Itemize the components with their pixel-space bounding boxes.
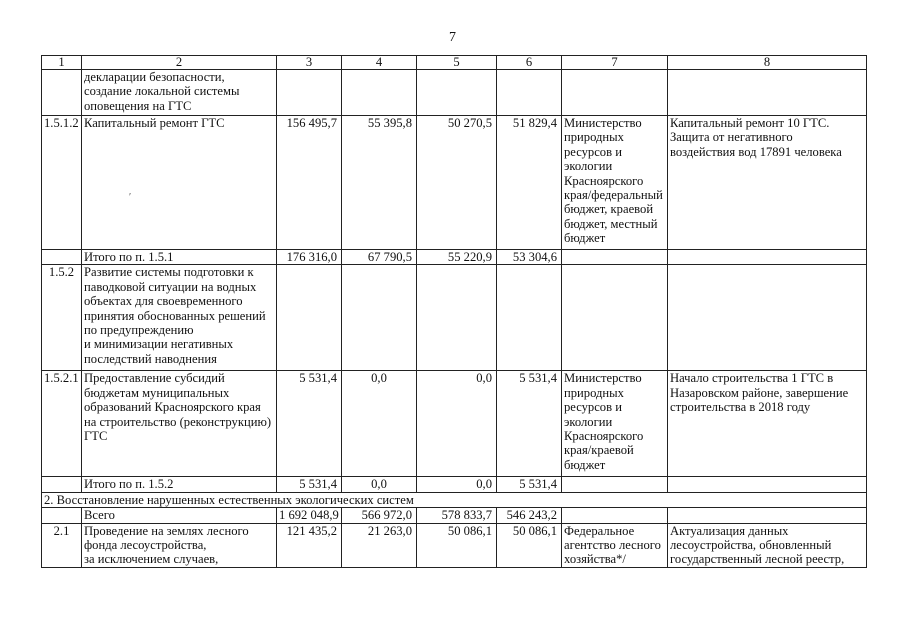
- amount-2019: 53 304,6: [497, 250, 562, 265]
- item-number: 1.5.1.2: [42, 116, 82, 250]
- amount-2019: 5 531,4: [497, 371, 562, 477]
- amount-2017: 55 395,8: [342, 116, 417, 250]
- amount-total: 5 531,4: [277, 371, 342, 477]
- amount-total: 176 316,0: [277, 250, 342, 265]
- result-cell: Актуализация данных лесоустройства, обновленный государственный лесной реестр,: [668, 523, 867, 567]
- amount-2019: 51 829,4: [497, 116, 562, 250]
- header-cell: 1: [42, 56, 82, 70]
- amount-total: 156 495,7: [277, 116, 342, 250]
- section-row: [42, 492, 867, 507]
- amount-2018: 55 220,9: [417, 250, 497, 265]
- description-cell: Проведение на землях лесного фонда лесоустройства, за исключением случаев,: [82, 523, 277, 567]
- executor-cell: Министерство природных ресурсов и экологии Красноярского края/краевой бюджет: [562, 371, 668, 477]
- header-cell: 2: [82, 56, 277, 70]
- amount-total: 5 531,4: [277, 477, 342, 492]
- amount-2019: 50 086,1: [497, 523, 562, 567]
- amount-2018: 50 270,5: [417, 116, 497, 250]
- description-cell: Капитальный ремонт ГТС: [82, 116, 277, 250]
- amount-2018: 0,0: [417, 371, 497, 477]
- table-row: [42, 116, 867, 250]
- table-row: [42, 265, 867, 371]
- description-cell: декларации безопасности, создание локальной системы оповещения на ГТС: [82, 70, 277, 116]
- amount-2018: 0,0: [417, 477, 497, 492]
- description-cell: Развитие системы подготовки к паводковой ситуации на водных объектах для своевременного принятия обоснованных решений по предупреждению и минимизации негативных последствий наводнения: [82, 265, 277, 371]
- description-cell: Итого по п. 1.5.2: [82, 477, 277, 492]
- subtotal-row: [42, 250, 867, 265]
- amount-2017: 0,0: [342, 371, 417, 477]
- description-cell: Всего: [82, 508, 277, 523]
- amount-2018: 50 086,1: [417, 523, 497, 567]
- amount-2018: 578 833,7: [417, 508, 497, 523]
- total-row: [42, 508, 867, 523]
- header-cell: 6: [497, 56, 562, 70]
- amount-2017: 566 972,0: [342, 508, 417, 523]
- section-title: 2. Восстановление нарушенных естественных экологических систем: [42, 492, 867, 507]
- executor-cell: Министерство природных ресурсов и экологии Красноярского края/федеральный бюджет, краевой бюджет, местный бюджет: [562, 116, 668, 250]
- amount-total: 1 692 048,9: [277, 508, 342, 523]
- header-cell: 7: [562, 56, 668, 70]
- header-cell: 3: [277, 56, 342, 70]
- page-number: 7: [449, 30, 456, 45]
- result-cell: Начало строительства 1 ГТС в Назаровском районе, завершение строительства в 2018 году: [668, 371, 867, 477]
- amount-2019: 546 243,2: [497, 508, 562, 523]
- table-row: [42, 523, 867, 567]
- amount-2017: 21 263,0: [342, 523, 417, 567]
- subtotal-row: [42, 477, 867, 492]
- description-cell: Предоставление субсидий бюджетам муниципальных образований Красноярского края на строительство (реконструкцию) ГТС: [82, 371, 277, 477]
- item-number: 1.5.2.1: [42, 371, 82, 477]
- program-table: [41, 55, 867, 568]
- amount-2017: 67 790,5: [342, 250, 417, 265]
- stray-mark: ′: [129, 192, 132, 203]
- header-row: [42, 56, 867, 70]
- description-cell: Итого по п. 1.5.1: [82, 250, 277, 265]
- amount-2019: 5 531,4: [497, 477, 562, 492]
- amount-2017: 0,0: [342, 477, 417, 492]
- table-row: [42, 70, 867, 116]
- header-cell: 8: [668, 56, 867, 70]
- executor-cell: Федеральное агентство лесного хозяйства*/: [562, 523, 668, 567]
- table-row: [42, 371, 867, 477]
- item-number: 2.1: [42, 523, 82, 567]
- header-cell: 4: [342, 56, 417, 70]
- item-number: 1.5.2: [42, 265, 82, 371]
- header-cell: 5: [417, 56, 497, 70]
- result-cell: Капитальный ремонт 10 ГТС. Защита от негативного воздействия вод 17891 человека: [668, 116, 867, 250]
- amount-total: 121 435,2: [277, 523, 342, 567]
